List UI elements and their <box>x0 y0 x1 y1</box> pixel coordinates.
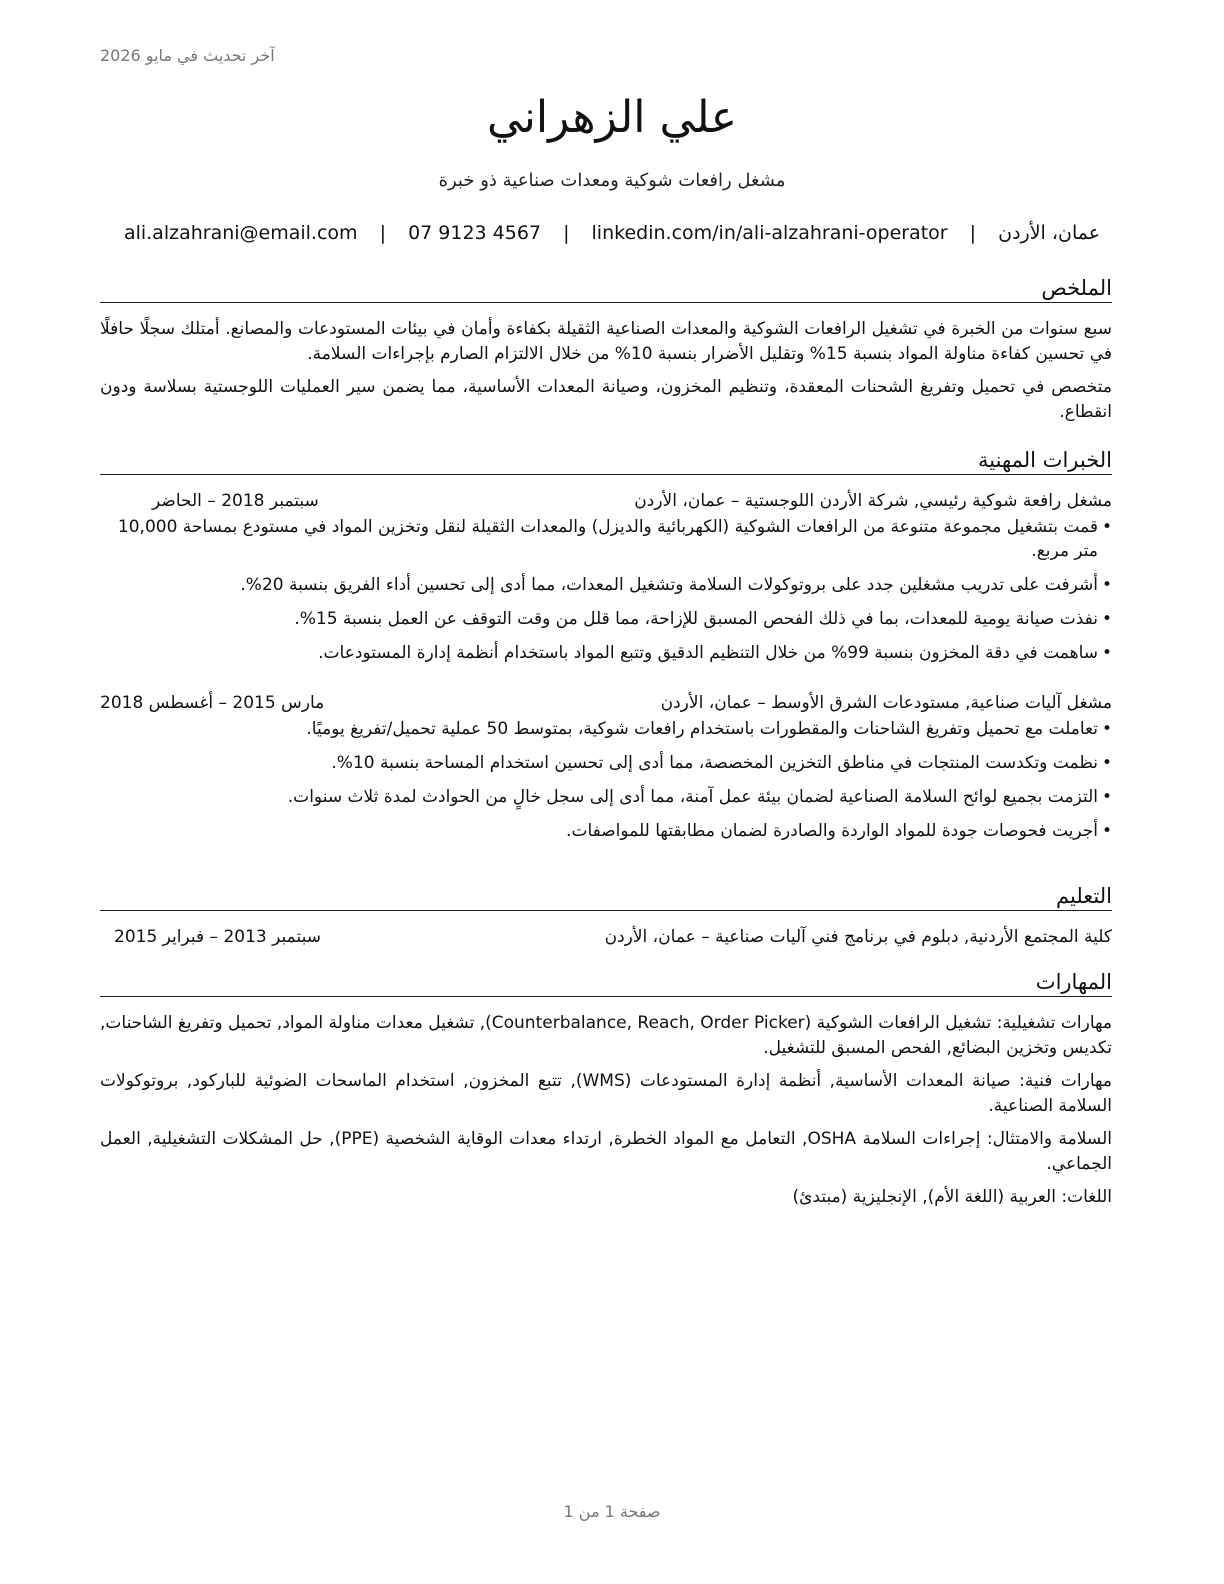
education-institution: كلية المجتمع الأردنية, دبلوم في برنامج فني آليات صناعية – عمان، الأردن <box>604 927 1112 947</box>
experience-section <box>100 448 1112 869</box>
skills-section <box>100 970 1112 1218</box>
summary-section <box>100 276 1112 433</box>
job-bullet: • نفذت صيانة يومية للمعدات، بما في ذلك الفحص المسبق للإزاحة، مما قلل من وقت التوقف عن العمل بنسبة 15%. <box>100 607 1112 631</box>
education-entry <box>100 925 1112 949</box>
job-bullet: • تعاملت مع تحميل وتفريغ الشاحنات والمقطورات باستخدام رافعات شوكية، بمتوسط 50 عملية تحميل/تفريغ يوميًا. <box>100 717 1112 741</box>
skills-title: المهارات <box>100 970 1112 997</box>
contact-location: عمان، الأردن <box>998 222 1101 244</box>
education-dates: سبتمبر 2013 – فبراير 2015 <box>114 927 321 947</box>
experience-title: الخبرات المهنية <box>100 448 1112 475</box>
skill-line: مهارات فنية: صيانة المعدات الأساسية, أنظمة إدارة المستودعات (WMS), تتبع المخزون, استخدام الماسحات الضوئية للباركود, بروتوكولات السلامة الصناعية. <box>100 1071 1112 1116</box>
contact-phone: 07 9123 4567 <box>408 222 542 244</box>
contact-line <box>0 222 1224 244</box>
candidate-name: علي الزهراني <box>486 92 737 143</box>
job-bullet: • أشرفت على تدريب مشغلين جدد على بروتوكولات السلامة وتشغيل المعدات، مما أدى إلى تحسين أداء الفريق بنسبة 20%. <box>100 573 1112 597</box>
contact-separator: | <box>563 222 570 244</box>
job-header <box>100 691 1112 715</box>
job-bullet: • نظمت وتكدست المنتجات في مناطق التخزين المخصصة، مما أدى إلى تحسين استخدام المساحة بنسبة 10%. <box>100 751 1112 775</box>
contact-email[interactable]: ali.alzahrani@email.com <box>123 222 358 244</box>
summary-paragraph: متخصص في تحميل وتفريغ الشحنات المعقدة، وتنظيم المخزون، وصيانة المعدات الأساسية، مما يضمن سير العمليات اللوجستية بسلاسة ودون انقطاع. <box>100 377 1112 422</box>
skill-line: اللغات: العربية (اللغة الأم), الإنجليزية (مبتدئ) <box>792 1187 1112 1207</box>
contact-linkedin[interactable]: linkedin.com/in/ali-alzahrani-operator <box>591 222 948 244</box>
contact-separator: | <box>379 222 387 244</box>
job-bullet: • التزمت بجميع لوائح السلامة الصناعية لضمان بيئة عمل آمنة، مما أدى إلى سجل خالٍ من الحوادث لمدة ثلاث سنوات. <box>100 785 1112 809</box>
job-role-org: مشغل آليات صناعية, مستودعات الشرق الأوسط – عمان، الأردن <box>660 693 1112 713</box>
job-bullet: • قمت بتشغيل مجموعة متنوعة من الرافعات الشوكية (الكهربائية والديزل) والمعدات الثقيلة لنقل وتخزين المواد في مستودع بمساحة 10,000 متر مربع. <box>100 515 1112 563</box>
job-entry <box>100 489 1112 665</box>
job-dates: سبتمبر 2018 – الحاضر <box>152 491 319 511</box>
job-bullet: • أجريت فحوصات جودة للمواد الواردة والصادرة لضمان مطابقتها للمواصفات. <box>100 819 1112 843</box>
job-bullet: • ساهمت في دقة المخزون بنسبة 99% من خلال التنظيم الدقيق وتتبع المواد باستخدام أنظمة إدارة المستودعات. <box>100 641 1112 665</box>
job-bullets <box>100 717 1112 843</box>
job-entry <box>100 691 1112 843</box>
education-section <box>100 884 1112 951</box>
summary-title: الملخص <box>100 276 1112 303</box>
contact-separator: | <box>969 222 977 244</box>
skill-line: السلامة والامتثال: إجراءات السلامة OSHA, التعامل مع المواد الخطرة, ارتداء معدات الوقاية الشخصية (PPE), حل المشكلات التشغيلية, العمل الجماعي. <box>100 1129 1112 1174</box>
job-role-org: مشغل رافعة شوكية رئيسي, شركة الأردن اللوجستية – عمان، الأردن <box>634 491 1112 511</box>
last-updated-note: آخر تحديث في مايو 2026 <box>100 46 275 65</box>
candidate-headline: مشغل رافعات شوكية ومعدات صناعية ذو خبرة <box>438 170 786 191</box>
skill-line: مهارات تشغيلية: تشغيل الرافعات الشوكية (Counterbalance, Reach, Order Picker), تشغيل معدات مناولة المواد, تحميل وتفريغ الشاحنات, تكديس وتخزين البضائع, الفحص المسبق للتشغيل. <box>100 1013 1112 1058</box>
page-number: صفحة 1 من 1 <box>563 1502 661 1521</box>
job-bullets <box>100 515 1112 665</box>
job-dates: مارس 2015 – أغسطس 2018 <box>100 693 325 713</box>
job-header <box>100 489 1112 513</box>
education-title: التعليم <box>100 884 1112 911</box>
summary-paragraph: سبع سنوات من الخبرة في تشغيل الرافعات الشوكية والمعدات الصناعية الثقيلة بكفاءة وأمان في بيئات المستودعات والمصانع. أمتلك سجلًا حافلًا في تحسين كفاءة مناولة المواد بنسبة 15% وتقليل الأضرار بنسبة 10% من خلال الالتزام الصارم بإجراءات السلامة. <box>100 319 1112 364</box>
